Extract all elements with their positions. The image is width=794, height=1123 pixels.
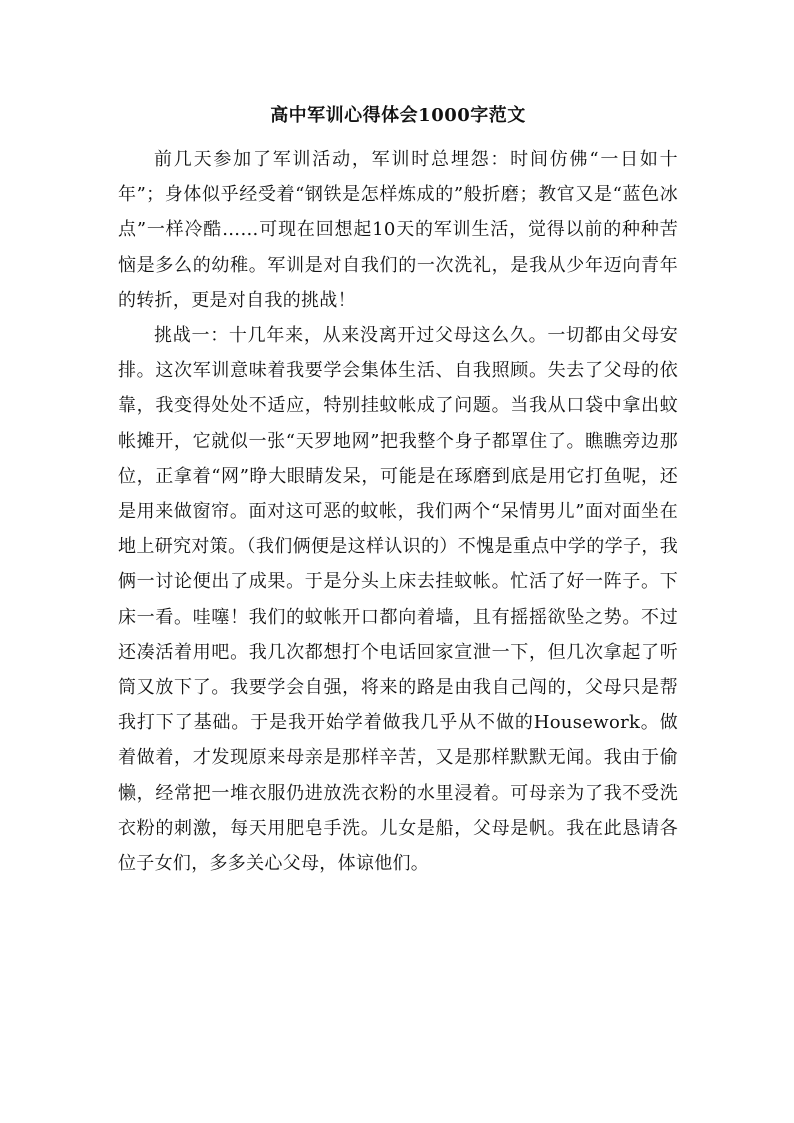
- paragraph-intro: 前几天参加了军训活动，军训时总埋怨：时间仿佛“一日如十年”；身体似乎经受着“钢铁是怎样炼成的”般折磨；教官又是“蓝色冰点”一样冷酷……可现在回想起10天的军训生活，觉得以前的种种苦恼是多么的幼稚。军训是对自我们的一次洗礼，是我从少年迈向青年的转折，更是对自我的挑战！: [118, 149, 678, 311]
- document-body: [118, 142, 678, 881]
- document-page: [118, 0, 678, 1123]
- document-title: 高中军训心得体会1000字范文: [270, 105, 526, 126]
- paragraph-challenge-one: 挑战一：十几年来，从来没离开过父母这么久。一切都由父母安排。这次军训意味着我要学会集体生活、自我照顾。失去了父母的依靠，我变得处处不适应，特别挂蚊帐成了问题。当我从口袋中拿出蚊帐摊开，它就似一张“天罗地网”把我整个身子都罩住了。瞧瞧旁边那位，正拿着“网”睁大眼睛发呆，可能是在琢磨到底是用它打鱼呢，还是用来做窗帘。面对这可恶的蚊帐，我们两个“呆情男儿”面对面坐在地上研究对策。（我们俩便是这样认识的）不愧是重点中学的学子，我俩一讨论便出了成果。于是分头上床去挂蚊帐。忙活了好一阵子。下床一看。哇噻！我们的蚊帐开口都向着墙，且有摇摇欲坠之势。不过还凑活着用吧。我几次都想打个电话回家宣泄一下，但几次拿起了听筒又放下了。我要学会自强，将来的路是由我自己闯的，父母只是帮我打下了基础。于是我开始学着做我几乎从不做的Housework。做着做着，才发现原来母亲是那样辛苦，又是那样默默无闻。我由于偷懒，经常把一堆衣服仍进放洗衣粉的水里浸着。可母亲为了我不受洗衣粉的刺激，每天用肥皂手洗。儿女是船，父母是帆。我在此恳请各位子女们，多多关心父母，体谅他们。: [118, 325, 678, 875]
